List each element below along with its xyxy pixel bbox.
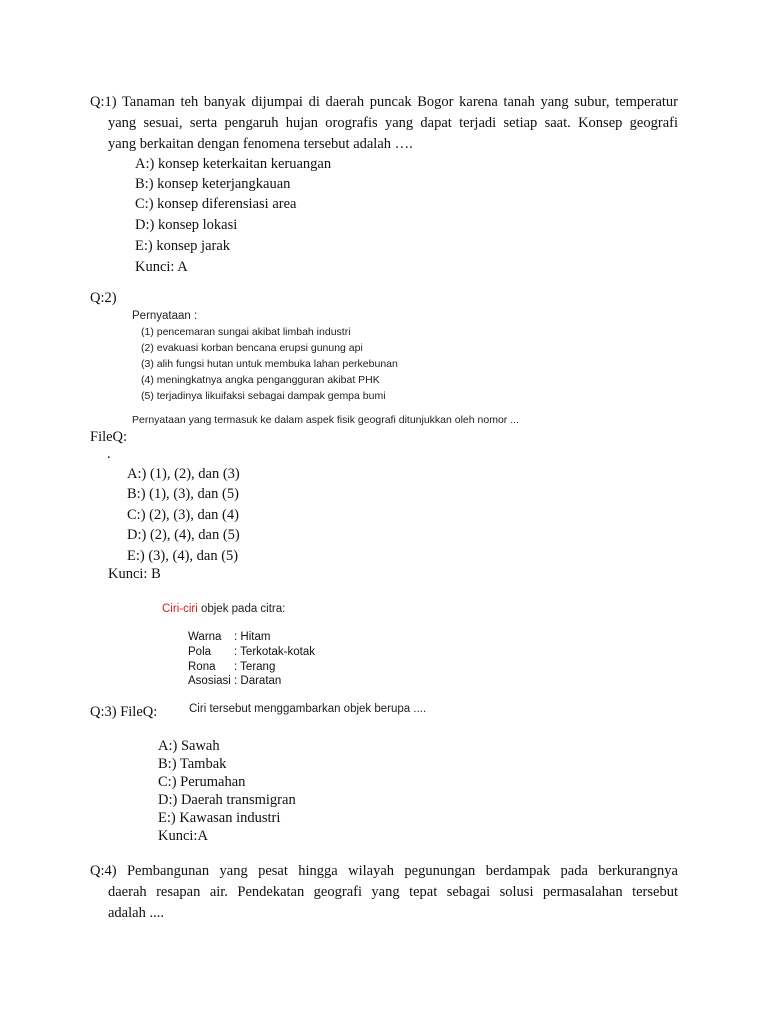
q3-attribute-row (188, 674, 315, 689)
q3-attribute-value: : Terang (234, 660, 276, 673)
q1-option-d[interactable]: D:) konsep lokasi (135, 217, 238, 233)
q3-heading-rest: objek pada citra: (197, 603, 286, 615)
q1-option-e[interactable]: E:) konsep jarak (135, 238, 231, 254)
q1-line-1: Q:1) Tanaman teh banyak dijumpai di daerah puncak Bogor karena tanah yang subur, temperatur (90, 94, 678, 110)
q3-option-b[interactable]: B:) Tambak (158, 756, 227, 772)
q3-attribute-key: Pola (188, 645, 212, 658)
q2-option-b[interactable]: B:) (1), (3), dan (5) (127, 486, 239, 502)
q3-option-c[interactable]: C:) Perumahan (158, 774, 246, 790)
q2-option-c[interactable]: C:) (2), (3), dan (4) (127, 507, 239, 523)
q3-heading-red: Ciri-ciri (162, 603, 198, 615)
q3-attribute-row (188, 630, 315, 645)
q3-option-d[interactable]: D:) Daerah transmigran (158, 792, 296, 808)
q2-statement-3: (3) alih fungsi hutan untuk membuka lahan perkebunan (141, 358, 398, 370)
q2-statement-5: (5) terjadinya likuifaksi sebagai dampak gempa bumi (141, 390, 386, 402)
q2-question-text: Pernyataan yang termasuk ke dalam aspek fisik geografi ditunjukkan oleh nomor ... (132, 414, 519, 426)
q1-option-b[interactable]: B:) konsep keterjangkauan (135, 176, 291, 192)
q1-option-a[interactable]: A:) konsep keterkaitan keruangan (135, 156, 332, 172)
q3-label: Q:3) FileQ: (90, 704, 158, 720)
q4-line-3: adalah .... (108, 905, 164, 921)
q3-attribute-table (188, 630, 315, 689)
q1-line-2: yang sesuai, serta pengaruh hujan orografis yang dapat terjadi setiap saat. Konsep geografi (108, 115, 678, 131)
q3-attribute-value: : Terkotak-kotak (234, 645, 315, 658)
q1-option-c[interactable]: C:) konsep diferensiasi area (135, 196, 297, 212)
q1-answer-key: Kunci: A (135, 259, 188, 275)
q1-line-3: yang berkaitan dengan fenomena tersebut adalah …. (108, 136, 413, 152)
q3-attribute-value: : Hitam (234, 631, 271, 643)
q2-statement-1: (1) pencemaran sungai akibat limbah industri (141, 326, 351, 338)
q4-line-2: daerah resapan air. Pendekatan geografi yang tepat sebagai solusi permasalahan tersebut (108, 884, 678, 900)
q2-option-a[interactable]: A:) (1), (2), dan (3) (127, 466, 240, 482)
q3-heading (162, 603, 285, 615)
q2-statement-4: (4) meningkatnya angka pengangguran akibat PHK (141, 374, 380, 386)
q2-statement-2: (2) evakuasi korban bencana erupsi gunung api (141, 342, 363, 354)
q2-dot: . (107, 446, 111, 462)
q2-fileq-label: FileQ: (90, 429, 128, 445)
q2-option-d[interactable]: D:) (2), (4), dan (5) (127, 527, 240, 543)
q3-attribute-row (188, 645, 315, 660)
q3-question-text: Ciri tersebut menggambarkan objek berupa .... (189, 703, 427, 715)
q4-line-1: Q:4) Pembangunan yang pesat hingga wilayah pegunungan berdampak pada berkurangnya (90, 863, 678, 879)
q3-option-a[interactable]: A:) Sawah (158, 738, 220, 754)
q3-answer-key: Kunci:A (158, 828, 208, 844)
q3-attribute-value: : Daratan (234, 675, 282, 688)
q3-attribute-key: Warna (188, 631, 222, 643)
q3-attribute-key: Rona (188, 660, 216, 673)
q3-option-e[interactable]: E:) Kawasan industri (158, 810, 281, 826)
q2-option-e[interactable]: E:) (3), (4), dan (5) (127, 548, 239, 564)
q3-attribute-row (188, 660, 315, 675)
q2-statement-title: Pernyataan : (132, 310, 198, 322)
q2-label: Q:2) (90, 290, 117, 306)
q2-answer-key: Kunci: B (108, 566, 161, 582)
q3-attribute-key: Asosiasi (188, 675, 231, 688)
